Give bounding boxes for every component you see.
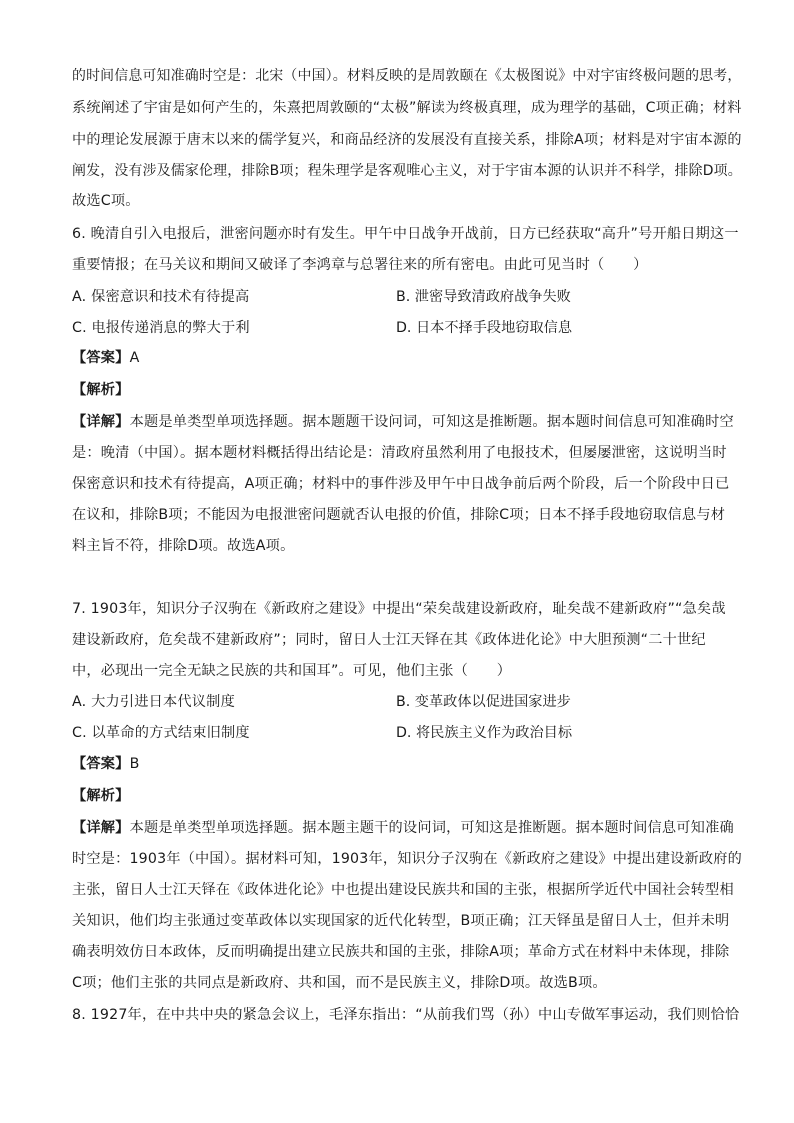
q7-detail-line-1	[72, 818, 734, 838]
q7-detail-line-6: C项；他们主张的共同点是新政府、共和国，而不是民族主义，排除D项。故选B项。	[72, 975, 607, 991]
q7-stem-line-2: 建设新政府，危矣哉不建新政府”；同时，留日人士江天铎在其《政体进化论》中大胆预测“二十世纪	[72, 632, 706, 648]
q6-detail-text-1: 本题是单类型单项选择题。据本题题干设问词，可知这是推断题。据本题时间信息可知准确时空	[129, 414, 734, 430]
q7-option-d: D. 将民族主义作为政治目标	[396, 725, 573, 741]
q6-option-a: A. 保密意识和技术有待提高	[72, 289, 250, 305]
q6-detail-tag: 【详解】	[72, 414, 130, 430]
q6-stem-line-1: 6. 晚清自引入电报后，泄密问题亦时有发生。甲午中日战争开战前，日方已经获取“高升”号开船日期这一	[72, 226, 739, 242]
q7-detail-text-1: 本题是单类型单项选择题。据本题主题干的设问词，可知这是推断题。据本题时间信息可知准确	[129, 820, 734, 836]
q7-detail-line-2: 时空是：1903年（中国）。据材料可知，1903年，知识分子汉驹在《新政府之建设》中提出建设新政府的	[72, 851, 742, 867]
q5-line-5: 故选C项。	[72, 193, 140, 209]
q6-detail-line-3: 保密意识和技术有待提高，A项正确；材料中的事件涉及甲午中日战争前后两个阶段，后一个阶段中日已	[72, 476, 730, 492]
q8-stem-line-1: 8. 1927年，在中共中央的紧急会议上，毛泽东指出：“从前我们骂（孙）中山专做军事运动，我们则恰恰	[72, 1007, 740, 1023]
q7-detail-line-4: 关知识，他们均主张通过变革政体以实现国家的近代化转型，B项正确；江天铎虽是留日人士，但并未明	[72, 913, 730, 929]
q6-analysis-label: 【解析】	[72, 382, 130, 398]
q6-stem-line-2: 重要情报；在马关议和期间又破译了李鸿章与总署往来的所有密电。由此可见当时（ ）	[72, 257, 648, 273]
q5-line-2: 系统阐述了宇宙是如何产生的，朱熹把周敦颐的“太极”解读为终极真理，成为理学的基础，C项正确；材料	[72, 100, 742, 116]
q6-answer-tag: 【答案】	[72, 350, 130, 366]
q6-detail-line-1	[72, 412, 734, 432]
q6-analysis-tag	[72, 380, 130, 400]
q5-line-4: 阐发，没有涉及儒家伦理，排除B项；程朱理学是客观唯心主义，对于宇宙本源的认识并不科学，排除D项。	[72, 163, 742, 179]
q5-line-3: 中的理论发展源于唐末以来的儒学复兴，和商品经济的发展没有直接关系，排除A项；材料是对宇宙本源的	[72, 132, 742, 148]
q7-option-c: C. 以革命的方式结束旧制度	[72, 725, 250, 741]
q7-answer	[72, 754, 140, 774]
q6-option-c: C. 电报传递消息的弊大于利	[72, 320, 250, 336]
q7-analysis-label: 【解析】	[72, 788, 130, 804]
q7-option-b: B. 变革政体以促进国家进步	[396, 694, 571, 710]
q7-detail-line-3: 主张，留日人士江天铎在《政体进化论》中也提出建设民族共和国的主张，根据所学近代中国社会转型相	[72, 882, 734, 898]
q7-stem-line-1: 7. 1903年，知识分子汉驹在《新政府之建设》中提出“荣矣哉建设新政府，耻矣哉不建新政府”“急矣哉	[72, 601, 726, 617]
q7-stem-line-3: 中，必现出一完全无缺之民族的共和国耳”。可见，他们主张（ ）	[72, 663, 512, 679]
q7-analysis-tag	[72, 786, 130, 806]
q5-line-1: 的时间信息可知准确时空是：北宋（中国）。材料反映的是周敦颐在《太极图说》中对宇宙终极问题的思考，	[72, 68, 742, 84]
q6-detail-line-5: 料主旨不符，排除D项。故选A项。	[72, 538, 295, 554]
q7-answer-value: B	[129, 756, 140, 772]
q6-answer-value: A	[129, 350, 140, 366]
q6-option-b: B. 泄密导致清政府战争失败	[396, 289, 571, 305]
q7-detail-tag: 【详解】	[72, 820, 130, 836]
q6-detail-line-2: 是：晚清（中国）。据本题材料概括得出结论是：清政府虽然利用了电报技术，但屡屡泄密，这说明当时	[72, 445, 727, 461]
q7-detail-line-5: 确表明效仿日本政体，反而明确提出建立民族共和国的主张，排除A项；革命方式在材料中未体现，排除	[72, 944, 730, 960]
q7-answer-tag: 【答案】	[72, 756, 130, 772]
q7-option-a: A. 大力引进日本代议制度	[72, 694, 235, 710]
q6-detail-line-4: 在议和，排除B项；不能因为电报泄密问题就否认电报的价值，排除C项；日本不择手段地窃取信息与材	[72, 507, 726, 523]
q6-option-d: D. 日本不择手段地窃取信息	[396, 320, 573, 336]
q6-answer	[72, 348, 139, 368]
